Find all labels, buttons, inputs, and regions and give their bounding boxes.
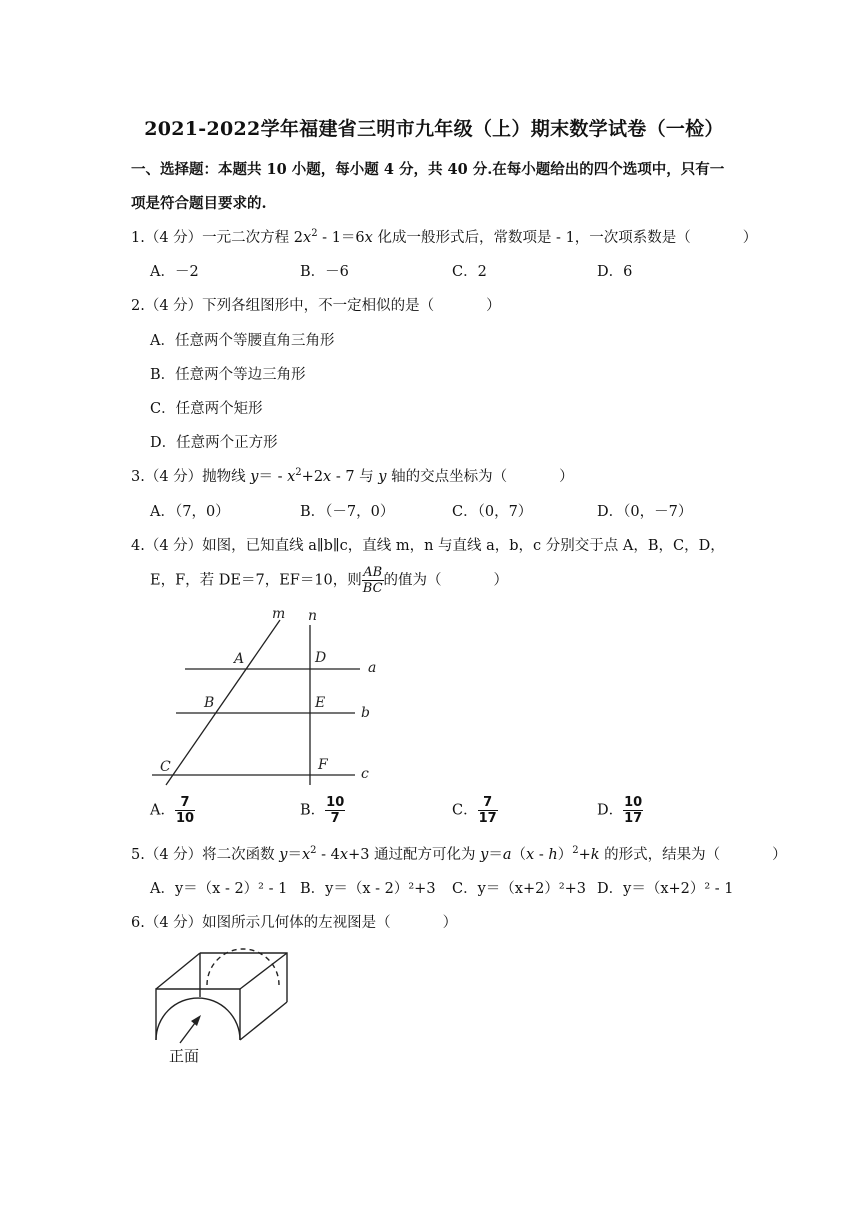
question-3-option-c: C．（0，7） [452,504,533,520]
question-4-figure [150,600,390,790]
label-b: b [361,705,370,721]
question-2-option-b: B．任意两个等边三角形 [150,367,306,383]
question-1-stem: 1.（4 分）一元二次方程 $2x^2 - 1=6x$ 化成一般形式后，常数项是 - 1，一次项系数是（ ） [131,228,758,246]
question-6-figure [150,945,300,1070]
ratio-ab-bc: $\frac{AB}{BC}$ [362,565,383,596]
question-4-stem-line2: E，F，若 DE＝7，EF＝10，则 $\frac{AB}{BC}$ 的值为（ ） [150,565,509,596]
edge-bottom-right [240,1002,287,1040]
edge-top-right [240,953,287,989]
question-5-option-d: D．y＝（x+2）² - 1 [597,881,734,897]
line-m [166,620,280,785]
question-4-stem-line1: 4.（4 分）如图，已知直线 a∥b∥c，直线 m，n 与直线 a，b，c 分别交于点 A，B，C，D， [131,538,725,554]
question-5-option-c: C．y＝（x+2）²+3 [452,881,587,897]
page-title: 2021-2022学年福建省三明市九年级（上）期末数学试卷（一检） [144,118,724,140]
question-4-option-d: D． $\frac{10}{17}$ [597,795,643,826]
back-face [200,953,287,1002]
edge-top-left [156,953,200,989]
question-2-option-c: C．任意两个矩形 [150,401,263,417]
label-c: c [361,766,369,782]
question-3-stem: 3.（4 分）抛物线 $y= - x^2+2x - 7$ 与 y 轴的交点坐标为（ ） [131,467,574,485]
question-1-option-a: A．－2 [150,264,199,280]
question-5-option-b: B．y＝（x - 2）²+3 [300,881,436,897]
question-3-option-a: A．（7，0） [150,504,230,520]
label-m: m [272,606,286,622]
front-face [156,989,240,1040]
question-4-option-b: B． $\frac{10}{7}$ [300,795,345,826]
label-point-d: D [315,650,327,666]
label-n: n [308,608,318,624]
question-5-stem: 5.（4 分）将二次函数 $y=x^2 - 4x+3$ 通过配方可化为 y＝a（x - h）$^2$+k 的形式，结果为（ ） [131,845,787,863]
arrow-head-icon [191,1015,201,1026]
question-3-option-b: B．（－7，0） [300,504,395,520]
question-1-option-d: D．6 [597,264,633,280]
question-1-option-c: C．2 [452,264,487,280]
front-label: 正面 [169,1047,200,1065]
question-4-option-a: A． $\frac{7}{10}$ [150,795,195,826]
label-point-c: C [160,759,171,775]
question-2-stem: 2.（4 分）下列各组图形中，不一定相似的是（ ） [131,298,501,314]
question-4-option-c: C． $\frac{7}{17}$ [452,795,497,826]
label-point-a: A [234,651,245,667]
label-point-f: F [318,757,328,773]
question-2-option-a: A．任意两个等腰直角三角形 [150,333,335,349]
question-6-stem: 6.（4 分）如图所示几何体的左视图是（ ） [131,915,458,931]
question-5-option-a: A．y＝（x - 2）² - 1 [150,881,288,897]
label-point-b: B [204,695,215,711]
label-point-e: E [315,695,326,711]
section-heading-line1: 一、选择题：本题共 10 小题，每小题 4 分，共 40 分.在每小题给出的四个选项中，只有一 [131,161,725,178]
label-a: a [368,660,377,676]
section-heading-line2: 项是符合题目要求的. [131,195,267,212]
question-1-option-b: B．－6 [300,264,349,280]
question-2-option-d: D．任意两个正方形 [150,435,278,451]
question-3-option-d: D．（0，－7） [597,504,693,520]
